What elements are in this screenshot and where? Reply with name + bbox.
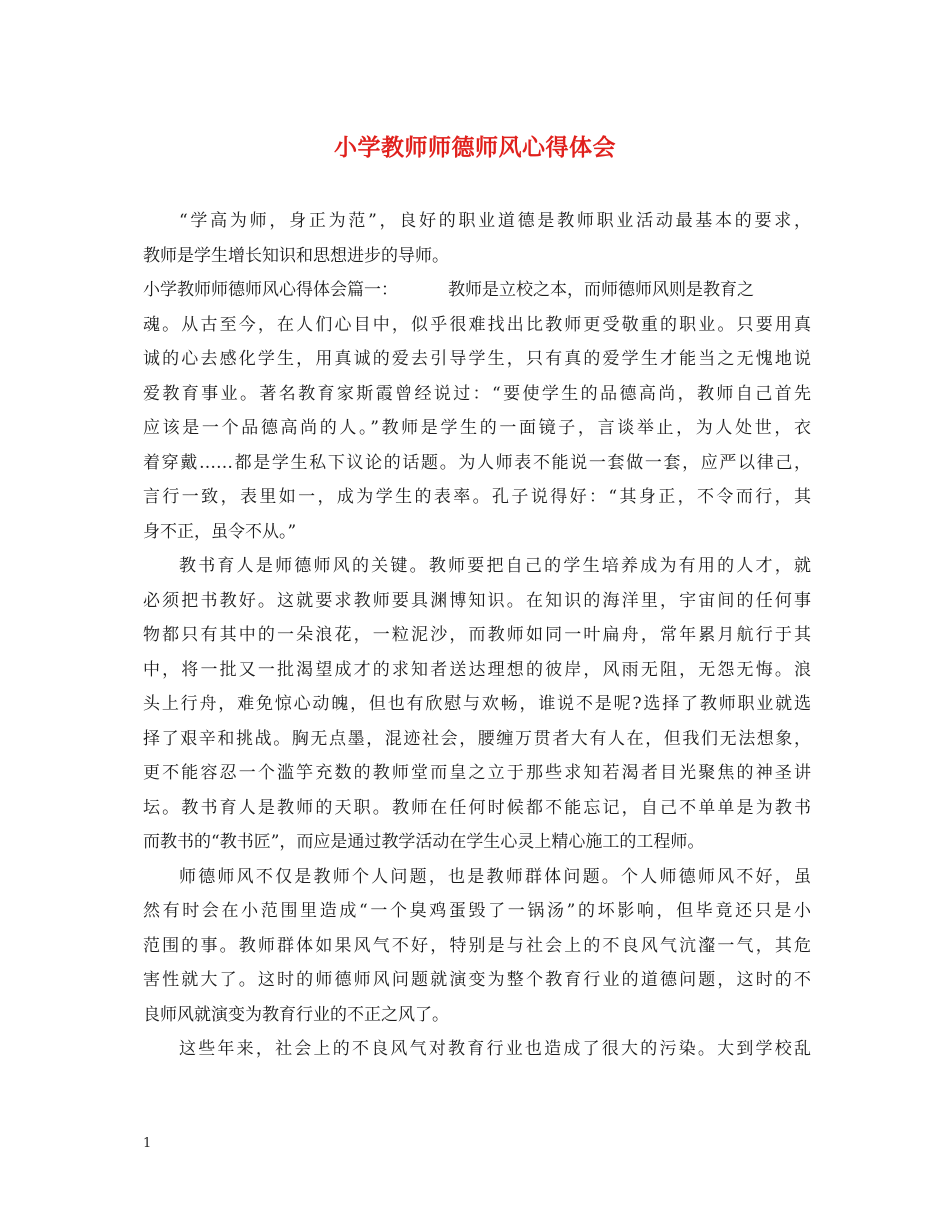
paragraph-line: 身不正，虽令不从。” (143, 521, 297, 542)
paragraph-line: 良师风就演变为教育行业的不正之风了。 (143, 1004, 449, 1025)
paragraph-line: 更不能容忍一个滥竽充数的教师堂而皇之立于那些求知若渴者目光聚焦的神圣讲 (143, 763, 811, 783)
paragraph-line: 择了艰辛和挑战。胸无点墨，混迹社会，腰缠万贯者大有人在，但我们无法想象， (143, 728, 811, 749)
paragraph-line: 师德师风不仅是教师个人问题，也是教师群体问题。个人师德师风不好，虽 (179, 866, 811, 887)
paragraph-line: 言行一致，表里如一，成为学生的表率。孔子说得好：“其身正，不令而行，其 (143, 487, 811, 507)
paragraph-line: 头上行舟，难免惊心动魄，但也有欣慰与欢畅，谁说不是呢?选择了教师职业就选 (143, 694, 811, 714)
document-title: 小学教师师德师风心得体会 (334, 134, 616, 161)
paragraph-line: 中，将一批又一批渴望成才的求知者送达理想的彼岸，风雨无阻，无怨无悔。浪 (143, 659, 811, 680)
paragraph-line: 教师是学生增长知识和思想进步的导师。 (143, 245, 449, 266)
paragraph-line: 而教书的“教书匠”，而应是通过教学活动在学生心灵上精心施工的工程师。 (143, 832, 705, 852)
paragraph-line: 必须把书教好。这就要求教师要具渊博知识。在知识的海洋里，宇宙间的任何事 (143, 590, 811, 611)
paragraph-line: 应该是一个品德高尚的人。”教师是学生的一面镜子，言谈举止，为人处世，衣 (143, 418, 811, 438)
paragraph-line: 然有时会在小范围里造成“一个臭鸡蛋毁了一锅汤”的坏影响，但毕竟还只是小 (143, 901, 811, 921)
document-body (143, 204, 811, 1067)
paragraph-line: 害性就大了。这时的师德师风问题就演变为整个教育行业的道德问题，这时的不 (143, 970, 811, 990)
section-heading-line (143, 273, 811, 308)
paragraph-line: 这些年来，社会上的不良风气对教育行业也造成了很大的污染。大到学校乱 (179, 1039, 811, 1059)
section-heading: 小学教师师德师风心得体会篇一： (143, 280, 398, 300)
paragraph-line: 范围的事。教师群体如果风气不好，特别是与社会上的不良风气沆瀣一气，其危 (143, 935, 811, 956)
paragraph-line: 坛。教书育人是教师的天职。教师在任何时候都不能忘记，自己不单单是为教书 (143, 797, 811, 818)
paragraph-line: 教书育人是师德师风的关键。教师要把自己的学生培养成为有用的人才，就 (179, 556, 811, 576)
paragraph-line: 物都只有其中的一朵浪花，一粒泥沙，而教师如同一叶扁舟，常年累月航行于其 (143, 625, 811, 645)
paragraph-line: 魂。从古至今，在人们心目中，似乎很难找出比教师更受敬重的职业。只要用真 (143, 314, 811, 335)
paragraph-line: “学高为师，身正为范”，良好的职业道德是教师职业活动最基本的要求， (179, 211, 811, 231)
paragraph-line: 教师是立校之本，而师德师风则是教育之 (448, 280, 754, 300)
paragraph-line: 诚的心去感化学生，用真诚的爱去引导学生，只有真的爱学生才能当之无愧地说 (143, 349, 811, 369)
page-number: 1 (143, 1136, 152, 1151)
paragraph-line: 爱教育事业。著名教育家斯霞曾经说过：“要使学生的品德高尚，教师自己首先 (143, 383, 811, 404)
paragraph-line: 着穿戴……都是学生私下议论的话题。为人师表不能说一套做一套，应严以律己， (143, 452, 811, 473)
